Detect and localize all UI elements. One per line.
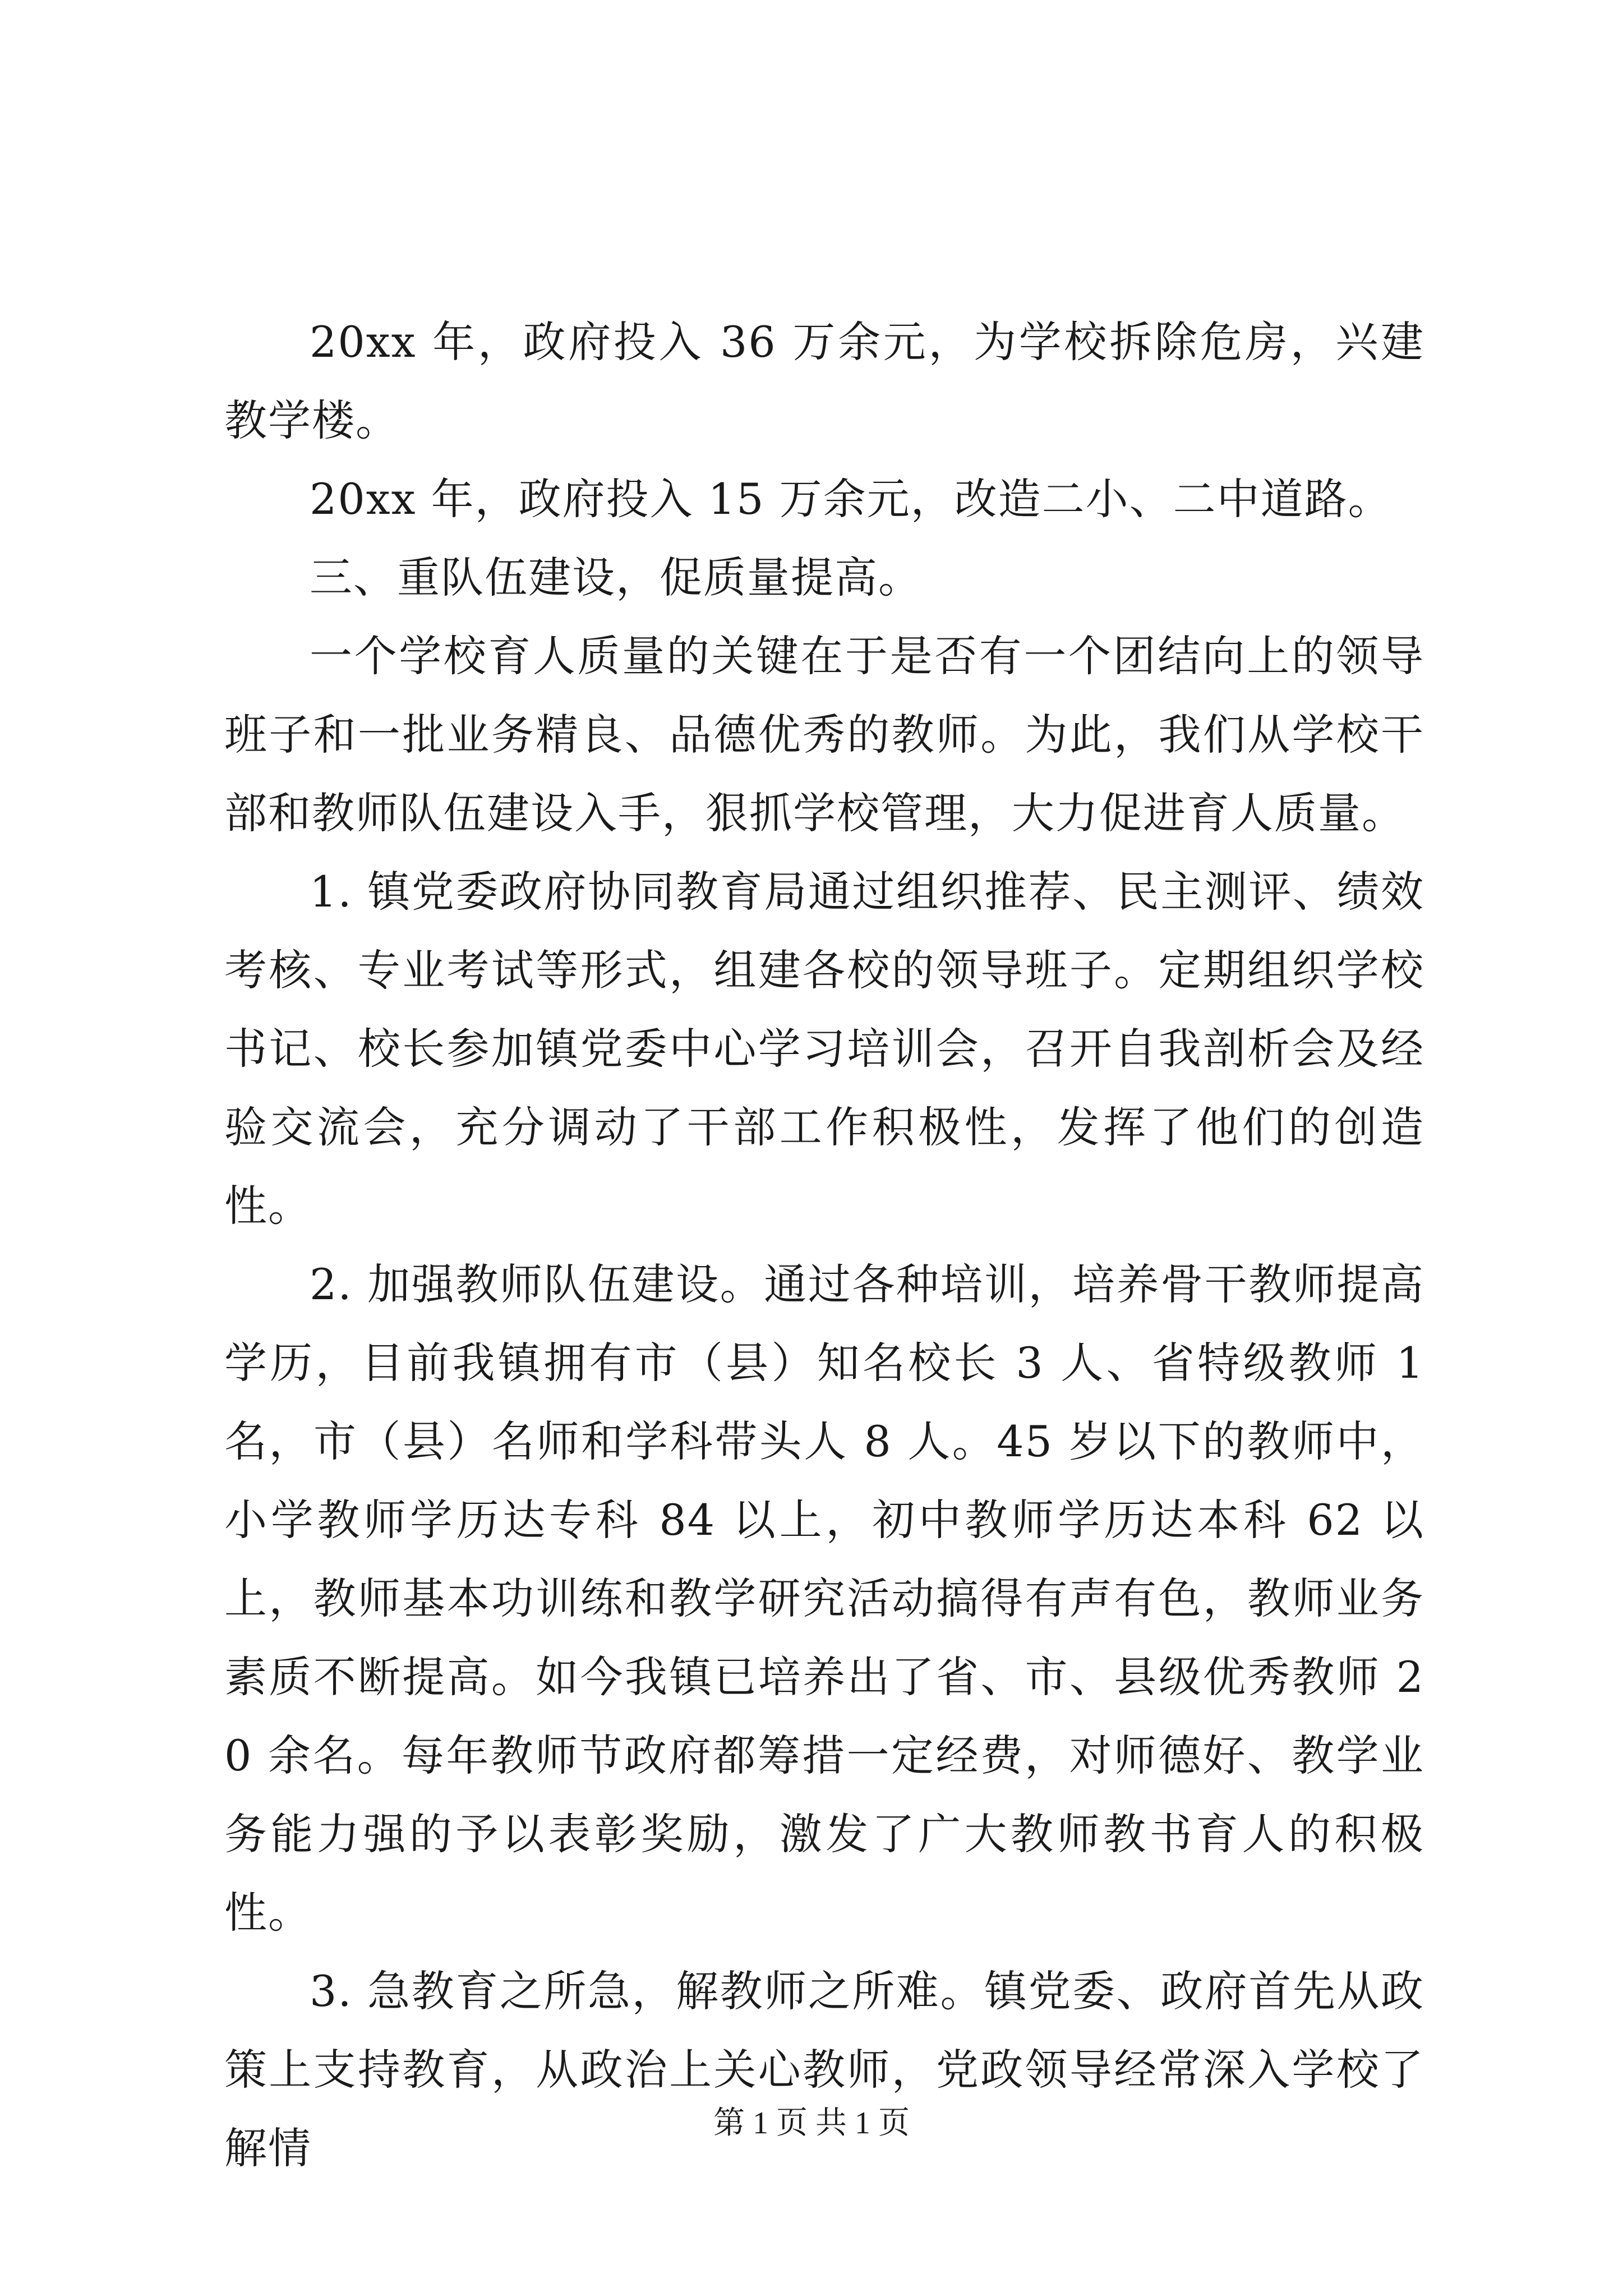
paragraph-budget-teaching-building: 20xx 年，政府投入 36 万余元，为学校拆除危房，兴建教学楼。 — [224, 317, 1424, 445]
document-body — [224, 303, 1424, 2188]
paragraph-item-1-leadership: 1. 镇党委政府协同教育局通过组织推荐、民主测评、绩效考核、专业考试等形式，组建各校的领导班子。定期组织学校书记、校长参加镇党委中心学习培训会，召开自我剖析会及经验交流会，充分调动了干部工作积极性，发挥了他们的创造性。 — [224, 867, 1424, 1231]
paragraph-item-3-support: 3. 急教育之所急，解教师之所难。镇党委、政府首先从政策上支持教育，从政治上关心教师，党政领导经常深入学校了解情 — [224, 1966, 1424, 2173]
paragraph-school-quality: 一个学校育人质量的关键在于是否有一个团结向上的领导班子和一批业务精良、品德优秀的教师。为此，我们从学校干部和教师队伍建设入手，狠抓学校管理，大力促进育人质量。 — [224, 631, 1424, 838]
paragraph-budget-road: 20xx 年，政府投入 15 万余元，改造二小、二中道路。 — [310, 474, 1392, 524]
section-heading-team-building: 三、重队伍建设，促质量提高。 — [310, 553, 922, 602]
paragraph-item-2-teachers: 2. 加强教师队伍建设。通过各种培训，培养骨干教师提高学历，目前我镇拥有市（县）知名校长 3 人、省特级教师 1 名，市（县）名师和学科带头人 8 人。45 岁以下的教师中，小学教师学历达专科 84 以上，初中教师学历达本科 62 以上，教师基本功训练和教学研究活动搞得有声有色，教师业务素质不断提高。如今我镇已培养出了省、市、县级优秀教师 20 余名。每年教师节政府都筹措一定经费，对师德好、教学业务能力强的予以表彰奖励，激发了广大教师教书育人的积极性。 — [224, 1259, 1424, 1938]
page-footer: 第 1 页 共 1 页 — [713, 2106, 910, 2141]
